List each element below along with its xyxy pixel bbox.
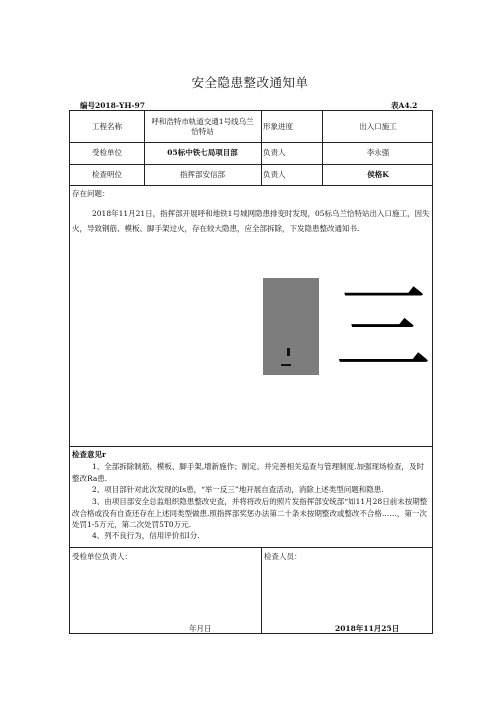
inspected-signer-label: 受检单位负责人： — [72, 552, 132, 561]
row-divider — [70, 446, 432, 447]
inspection-unit-value: 指挥部安信部 — [180, 169, 225, 179]
opinion-item: 2、项目部针对此次发现的Is患，“举一反三”地开展自査活动，消除上述类型问题和隐患. — [92, 485, 384, 494]
problems-label: 存在问题： — [72, 189, 110, 198]
inspected-unit-label: 受检单位 — [92, 148, 122, 157]
inspector-label: 检查人员： — [264, 552, 302, 561]
photo-mark — [287, 348, 290, 356]
project-name-value: 呼和浩特市轨道交通1号线乌兰恰特站 — [151, 116, 254, 136]
responsible-label: 负责人 — [263, 169, 286, 179]
row-divider — [70, 547, 432, 548]
progress-value: 出入口施工 — [359, 121, 397, 131]
document-title: 安全隐患整改通知单 — [191, 75, 309, 90]
right-date: 2018年11月25日 — [335, 624, 400, 633]
opinion-item: 1、全部拆除制筋、模板、脚手架,增新施作；制定、并完善相关巡查与管理制度.加强现场检查，及时整改Ra患. — [72, 462, 425, 483]
document-number: 编号2018-YH-97 — [80, 101, 145, 110]
form-number: 表A4.2 — [391, 101, 418, 110]
row-divider — [70, 185, 432, 186]
responsible-value: 侯格K — [367, 169, 389, 179]
opinion-label: 检查意见r — [72, 450, 106, 459]
inspection-unit-label: 检查明位 — [92, 169, 122, 179]
problems-text: 2018年11月21日，指挥部开展呼和地铁1号城网隐患排变时发现，05标乌兰恰特站出入口施工，因失火，导致钢筋、模板、脚手架过火，存在较大隐患，应全部拆除，下发隐患整改通知书. — [72, 209, 430, 233]
photo-mark — [281, 364, 291, 366]
notice-form-table — [69, 110, 433, 634]
left-date: 年月日 — [189, 624, 212, 633]
project-name-label: 工程名称 — [92, 121, 122, 131]
large-character: 三 — [335, 273, 431, 385]
progress-label: 形象进度 — [263, 121, 293, 131]
site-photo — [263, 278, 319, 375]
opinion-item: 4、列不良行为，信用评价扣I分. — [92, 531, 200, 540]
responsible-label: 负责人 — [263, 148, 286, 157]
inspected-unit-value: 05标中铁七局项目部 — [167, 148, 238, 157]
column-divider — [261, 547, 262, 634]
responsible-value: 李永强 — [366, 148, 390, 157]
opinion-item: 3、由项目部安全总监组织隐患整改史査，并将将改后的照片发指挥部安统部“如11月28日前未按期整改合格或没有自查还存在上述同类型做患.照指挥部奖惩办法第二十条未按期整改或整改不合格……，第一次处罚1-5万元，第二次处罚5T0万元. — [72, 497, 428, 529]
